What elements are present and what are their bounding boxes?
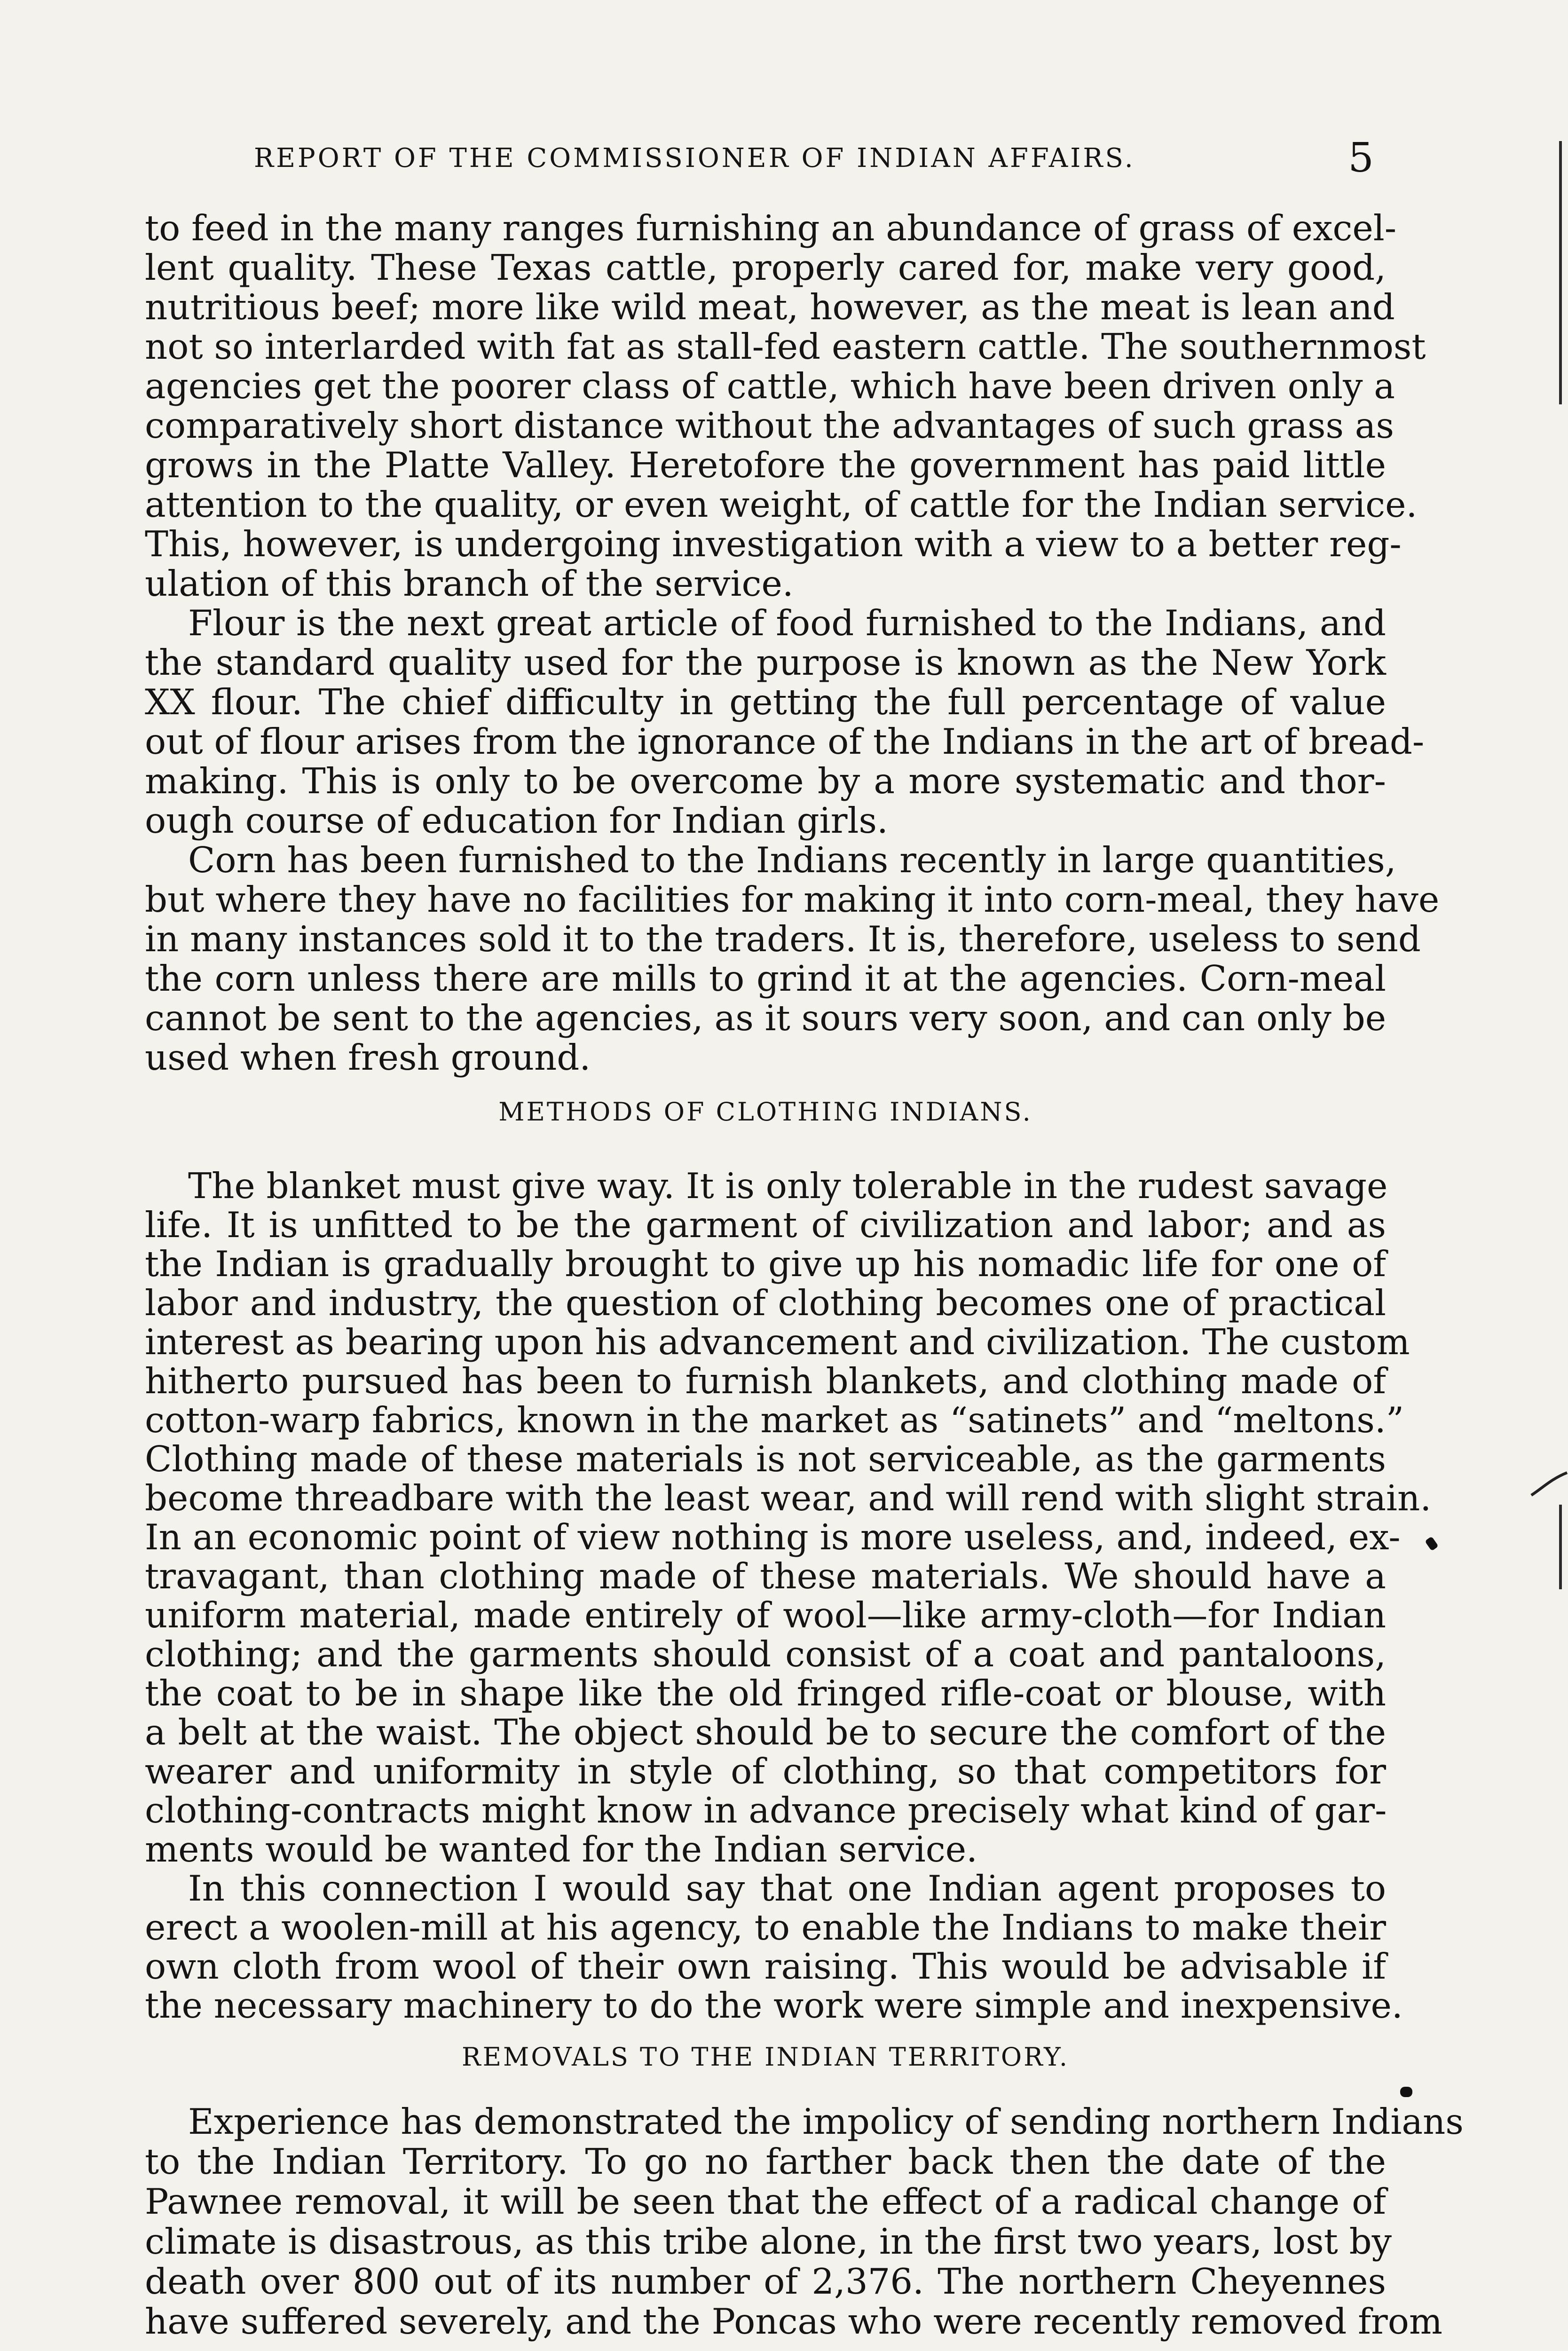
text-line: the necessary machinery to do the work were simple and inexpensive. [145,1985,1403,2026]
text-line: lent quality. These Texas cattle, properly cared for, make very good, [145,247,1386,288]
text-line: in many instances sold it to the traders. It is, therefore, useless to send [145,918,1421,960]
text-line: Experience has demonstrated the impolicy of sending northern Indians [188,2101,1464,2142]
text-line: wearer and uniformity in style of clothing, so that competitors for [145,1751,1386,1792]
text-line: climate is disastrous, as this tribe alone, in the first two years, lost by [145,2221,1392,2262]
text-line: out of flour arises from the ignorance of the Indians in the art of bread- [145,721,1425,762]
text-line: cannot be sent to the agencies, as it sours very soon, and can only be [145,997,1387,1039]
text-line: This, however, is undergoing investigation with a view to a better reg- [145,523,1402,565]
text-line: Clothing made of these materials is not serviceable, as the garments [145,1438,1386,1480]
text-line: comparatively short distance without the advantages of such grass as [145,405,1395,446]
text-line: In an economic point of view nothing is more useless, and, indeed, ex- [145,1516,1401,1558]
text-line: become threadbare with the least wear, and will rend with slight strain. [145,1477,1432,1519]
text-line: to the Indian Territory. To go no farther back then the date of the [145,2141,1386,2182]
running-title: REPORT OF THE COMMISSIONER OF INDIAN AFFAIRS. [254,143,1135,174]
text-line: nutritious beef; more like wild meat, however, as the meat is lean and [145,286,1395,328]
text-line: to feed in the many ranges furnishing an abundance of grass of excel- [145,207,1397,249]
text-line: ulation of this branch of the service. [145,563,794,604]
text-line: a belt at the waist. The object should be to secure the comfort of the [145,1712,1386,1753]
text-line: the Indian is gradually brought to give up his nomadic life for one of [145,1243,1386,1285]
text-line: interest as bearing upon his advancement and civilization. The custom [145,1321,1410,1363]
text-line: clothing-contracts might know in advance precisely what kind of gar- [145,1790,1387,1831]
ink-speck-mark [1400,2087,1412,2097]
ink-stroke-mark [1530,1467,1568,1500]
text-line: life. It is unfitted to be the garment of civilization and labor; and as [145,1204,1386,1246]
text-line: In this connection I would say that one Indian agent proposes to [188,1868,1386,1909]
section-heading: REMOVALS TO THE INDIAN TERRITORY. [461,2042,1070,2072]
text-line: the coat to be in shape like the old fringed rifle-coat or blouse, with [145,1673,1386,1714]
text-line: own cloth from wool of their own raising. This would be advisable if [145,1946,1386,1987]
text-line: erect a woolen-mill at his agency, to enable the Indians to make their [145,1907,1386,1948]
scan-edge-line [1559,1505,1562,1589]
text-line: clothing; and the garments should consist of a coat and pantaloons, [145,1633,1386,1675]
text-line: agencies get the poorer class of cattle, which have been driven only a [145,365,1395,407]
text-line: ough course of education for Indian girls. [145,800,888,841]
text-line: cotton-warp fabrics, known in the market as “satinets” and “meltons.” [145,1399,1404,1441]
text-line: travagant, than clothing made of these materials. We should have a [145,1555,1386,1597]
text-line: Corn has been furnished to the Indians recently in large quantities, [188,839,1396,881]
text-line: but where they have no facilities for making it into corn-meal, they have [145,879,1440,920]
text-line: death over 800 out of its number of 2,376. The northern Cheyennes [145,2261,1386,2302]
text-line: used when fresh ground. [145,1037,591,1078]
page-number: 5 [1348,134,1374,181]
text-line: uniform material, made entirely of wool—like army-cloth—for Indian [145,1594,1386,1636]
text-line: the corn unless there are mills to grind it at the agencies. Corn-meal [145,958,1386,999]
text-line: ments would be wanted for the Indian service. [145,1829,977,1870]
text-line: have suffered severely, and the Poncas who were recently removed from [145,2301,1442,2342]
text-line: the standard quality used for the purpose is known as the New York [145,642,1386,683]
text-line: grows in the Platte Valley. Heretofore the government has paid little [145,444,1386,486]
text-line: Pawnee removal, it will be seen that the effect of a radical change of [145,2181,1386,2222]
scan-edge-line [1559,141,1562,404]
text-line: The blanket must give way. It is only tolerable in the rudest savage [188,1165,1388,1207]
text-line: hitherto pursued has been to furnish blankets, and clothing made of [145,1360,1386,1402]
text-line: attention to the quality, or even weight, of cattle for the Indian service. [145,484,1418,525]
running-head [141,134,1382,184]
ink-speck-mark [1425,1536,1439,1551]
text-line: labor and industry, the question of clothing becomes one of practical [145,1282,1386,1324]
text-line: making. This is only to be overcome by a more systematic and thor- [145,760,1386,802]
section-heading: METHODS OF CLOTHING INDIANS. [498,1097,1032,1127]
text-line: not so interlarded with fat as stall-fed eastern cattle. The southernmost [145,326,1426,367]
text-line: XX flour. The chief difficulty in getting the full percentage of value [145,681,1386,723]
text-line: Flour is the next great article of food furnished to the Indians, and [188,602,1386,644]
